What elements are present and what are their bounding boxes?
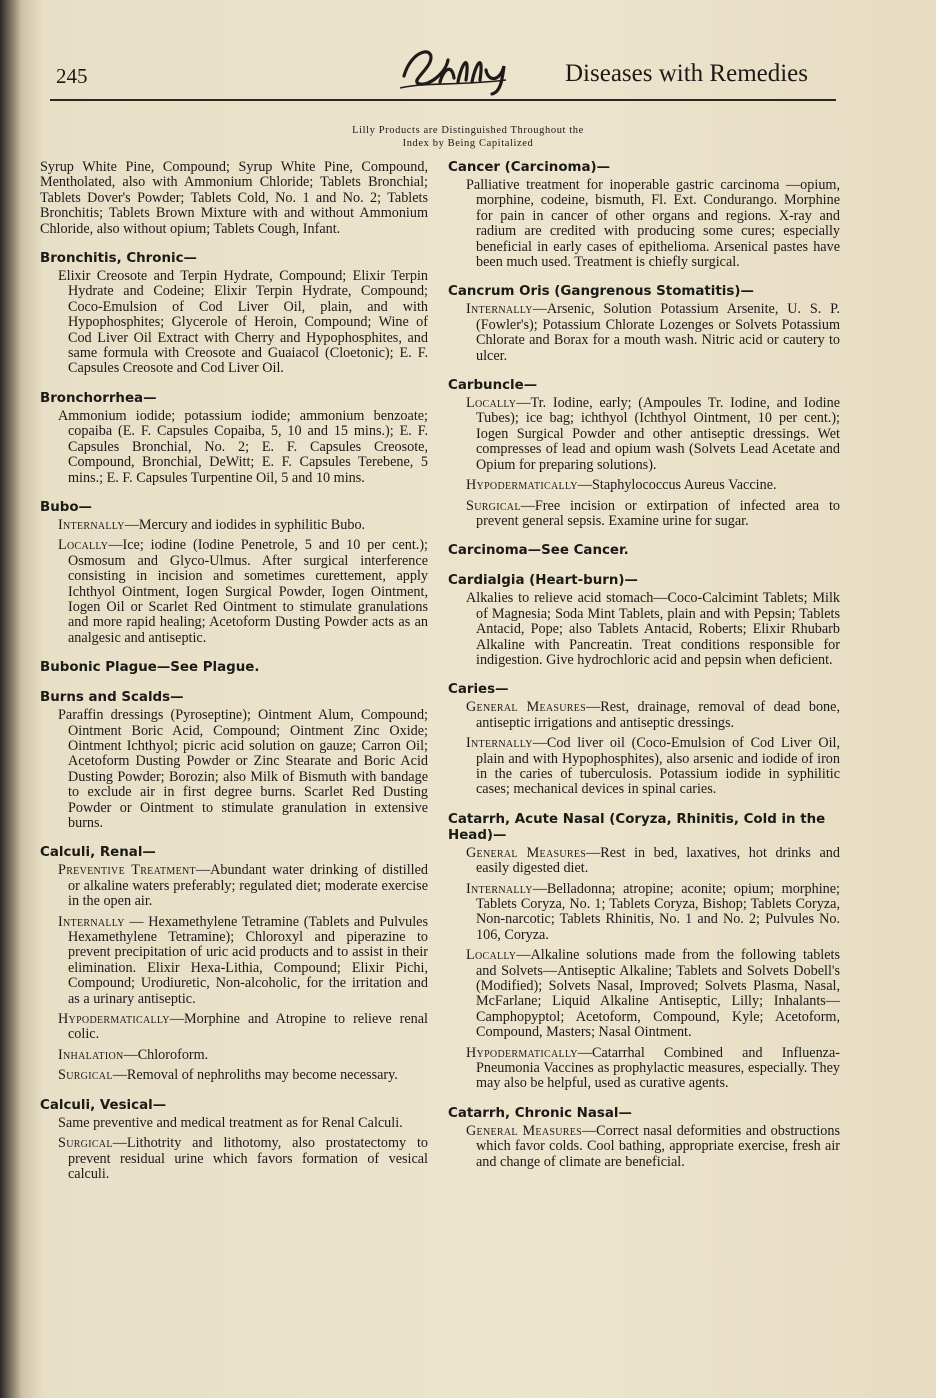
entry-paragraph <box>466 700 840 731</box>
entry-paragraph <box>58 1012 428 1043</box>
index-entry <box>448 284 840 364</box>
paragraph-text: —Correct nasal deformities and obstructions which favor colds. Cool bathing, appropriate exercise, fresh air and change of climate are beneficial. <box>476 1122 840 1170</box>
entry-heading: Calculi, Renal— <box>40 845 156 861</box>
entry-heading: Bronchitis, Chronic— <box>40 251 197 267</box>
entry-paragraph <box>58 863 428 909</box>
treatment-label: Surgical <box>466 497 521 514</box>
paragraph-text: —Mercury and iodides in syphilitic Bubo. <box>124 516 366 533</box>
index-entry <box>40 660 428 676</box>
treatment-label: Inhalation <box>58 1046 124 1063</box>
entry-paragraph <box>466 499 840 530</box>
entry-paragraph <box>466 178 840 270</box>
paragraph-text: —Staphylococcus Aureus Vaccine. <box>577 477 777 494</box>
entry-heading: Carbuncle— <box>448 378 538 394</box>
paragraph-text: —Belladonna; atropine; aconite; opium; morphine; Tablets Coryza, No. 1; Tablets Coryza, Bishop; Tablets Coryza, Non-narcotic; Tablets Rhinitis, No. 1 and No. 2; Pulvules No. 106, Coryza. <box>476 880 840 943</box>
paragraph-text: —Abundant water drinking of distilled or alkaline waters preferably; regulated diet; moderate exercise in the open air. <box>68 862 428 910</box>
entry-heading: Cancrum Oris (Gangrenous Stomatitis)— <box>448 284 754 300</box>
paragraph-text: —Rest in bed, laxatives, hot drinks and easily digested diet. <box>476 844 840 877</box>
paragraph-text: Alkalies to relieve acid stomach—Coco-Calcimint Tablets; Milk of Magnesia; Soda Mint Tablets, plain and with Pepsin; Tablets Antacid, Pope; also Tablets Antacid, Roberts; Elixir Rhubarb Alkaline with Pancreatin. Treat conditions responsible for indigestion. Give hydrochloric acid and pepsin when deficient. <box>466 590 840 668</box>
entry-heading: Caries— <box>448 682 509 698</box>
paragraph-text: —Chloroform. <box>123 1046 209 1063</box>
paragraph-text: Elixir Creosote and Terpin Hydrate, Compound; Elixir Terpin Hydrate and Codeine; Elixir Terpin Hydrate, Compound; Coco-Emulsion of Cod Liver Oil, plain, and with Hypophosphites; Glycerole of Heroin, Compound; Wine of Cod Liver Oil Extract with Cherry and Hypophosphites, and same formula with Creosote and Guaiacol (Cloetonic); E. F. Capsules Creosote and Cod Liver Oil. <box>58 268 428 377</box>
notice-line-2: Index by Being Capitalized <box>402 138 534 149</box>
entry-paragraph <box>40 160 428 237</box>
paragraph-text: — Hexamethylene Tetramine (Tablets and Pulvules Hexamethylene Tetramine); Chloroxyl and piperazine to prevent precipitation of uric acid products and to assist in their elimination. Elixir Hexa-Lithia, Compound; Elixir Pichi, Compound; Urodiuretic, Non-alcoholic, for the irritation and as a urinary antiseptic. <box>68 913 428 1007</box>
index-entry <box>448 378 840 529</box>
paragraph-text: —Rest, drainage, removal of dead bone, antiseptic irrigations and antiseptic dressings. <box>476 699 840 731</box>
paragraph-text: —Lithotrity and lithotomy, also prostatectomy to prevent residual urine which favors formation of vesical calculi. <box>68 1135 428 1182</box>
entry-paragraph <box>466 1046 840 1092</box>
paragraph-text: —Cod liver oil (Coco-Emulsion of Cod Liver Oil, plain and with Hypophosphites), also arsenic and iodide of iron in the caries of tuberculosis. Potassium iodide in syphilitic cases; mechanical devices in spinal caries. <box>476 735 840 798</box>
treatment-label: Internally <box>466 735 533 752</box>
entry-heading: Cancer (Carcinoma)— <box>448 160 611 175</box>
index-entry <box>448 573 840 668</box>
entry-heading: Calculi, Vesical— <box>40 1097 167 1113</box>
index-entry <box>448 1106 840 1170</box>
entry-paragraph <box>466 478 840 493</box>
index-entry <box>448 543 840 559</box>
index-entry <box>448 682 840 797</box>
index-entry <box>40 251 428 377</box>
entry-paragraph <box>466 1124 840 1170</box>
treatment-label: General Measures <box>466 699 587 716</box>
entry-paragraph <box>58 1068 428 1083</box>
index-entry <box>40 500 428 646</box>
entry-paragraph <box>58 1116 428 1131</box>
paragraph-text: Ammonium iodide; potassium iodide; ammonium benzoate; copaiba (E. F. Capsules Copaiba, 5, 10 and 15 mins.); E. F. Capsules Bronchial, No. 2; E. F. Capsules Creosote, Compound, Bronchial, DeWitt; E. F. Capsules Terebene, 5 mins.; E. F. Capsules Turpentine Oil, 5 and 10 mins. <box>58 407 428 486</box>
paragraph-text: Paraffin dressings (Pyroseptine); Ointment Alum, Compound; Ointment Boric Acid, Compound; Ointment Zinc Oxide; Ointment Ichthyol; picric acid solution on gauze; Carron Oil; Acetoform Dusting Powder or Zinc Stearate and Boric Acid Dusting Powder; Borozin; also Milk of Bismuth with bandage to exclude air in first degree burns. Scarlet Red Dusting Powder or Ointment to stimulate granulation in extensive burns. <box>58 707 428 831</box>
paragraph-text: —Morphine and Atropine to relieve renal colic. <box>68 1011 428 1043</box>
right-column <box>448 160 840 1184</box>
entry-heading: Bubo— <box>40 499 92 515</box>
entry-paragraph <box>466 882 840 944</box>
lilly-logo <box>396 42 514 96</box>
entry-paragraph <box>466 396 840 473</box>
treatment-label: Internally <box>466 880 533 897</box>
entry-heading: Bronchorrhea— <box>40 390 157 406</box>
index-entry <box>40 690 428 831</box>
entry-paragraph <box>58 1136 428 1182</box>
treatment-label: Hypodermatically <box>58 1011 170 1028</box>
header-rule <box>50 99 836 101</box>
entry-paragraph <box>466 736 840 798</box>
treatment-label: Internally <box>466 301 533 318</box>
running-title: Diseases with Remedies <box>565 60 809 87</box>
entry-paragraph <box>58 269 428 377</box>
paragraph-text: —Ice; iodine (Iodine Penetrole, 5 and 10 per cent.); Osmosum and Glyco-Ulmus. After surgical interference consisting in incision and sometimes curettement, apply Ichthyol Ointment, Iogen Surgical Powder, Iogen Ointment, Iogen Oil or Scarlet Red Ointment to stimulate granulations and more rapid healing; Acetoform Dusting Powder acts as an analgesic and antiseptic. <box>68 537 428 646</box>
index-entry <box>40 1098 428 1183</box>
treatment-label: General Measures <box>466 844 587 861</box>
index-entry <box>40 845 428 1083</box>
capitalization-notice <box>150 124 786 150</box>
paragraph-text: —Tr. Iodine, early; (Ampoules Tr. Iodine, and Iodine Tubes); ice bag; ichthyol (Ichthyol Ointment, 10 per cent.); Iogen Surgical Powder and other antiseptic dressings. Wet compresses of lead and opium wash (Solvets Lead Acetate and Opium for preparing solutions). <box>476 395 840 473</box>
entry-paragraph <box>58 518 428 533</box>
entry-paragraph <box>58 409 428 486</box>
paragraph-text: —Free incision or extirpation of infected area to prevent general sepsis. Examine urine for sugar. <box>476 497 840 529</box>
entry-paragraph <box>58 915 428 1007</box>
paragraph-text: Palliative treatment for inoperable gastric carcinoma —opium, morphine, codeine, bismuth, Fl. Ext. Condurango. Morphine for pain in cancer of other organs and regions. X-ray and radium are credited with producing some cures; especially beneficial in early cases of epithelioma. Arsenical pastes have been much used. Treatment is chiefly surgical. <box>466 177 840 271</box>
entry-paragraph <box>58 538 428 646</box>
treatment-label: Hypodermatically <box>466 477 578 494</box>
entry-heading: Catarrh, Chronic Nasal— <box>448 1105 632 1121</box>
treatment-label: Locally <box>58 537 109 554</box>
left-column <box>40 160 428 1196</box>
treatment-label: Locally <box>466 395 517 412</box>
treatment-label: Surgical <box>58 1067 113 1084</box>
treatment-label: General Measures <box>466 1122 582 1139</box>
paragraph-text: —Removal of nephroliths may become necessary. <box>112 1067 398 1084</box>
entry-paragraph <box>466 948 840 1040</box>
paragraph-text: Same preventive and medical treatment as for Renal Calculi. <box>58 1114 403 1131</box>
entry-paragraph <box>466 846 840 877</box>
notice-line-1: Lilly Products are Distinguished Throughout the <box>352 125 584 136</box>
treatment-label: Internally <box>58 913 125 930</box>
entry-paragraph <box>466 302 840 364</box>
page-number: 245 <box>56 64 88 88</box>
paragraph-text: —Alkaline solutions made from the following tablets and Solvets—Antiseptic Alkaline; Tablets and Solvets Dobell's (Modified); Solvets Nasal, Improved; Solvets Plasma, Nasal, McFarlane; Liquid Alkaline Antiseptic, Lilly; Inhalants—Camphopyptol; Acetoform, Compound, Kyle; Acetoform, Compound, Masters; Nasal Ointment. <box>476 947 840 1041</box>
entry-heading: Catarrh, Acute Nasal (Coryza, Rhinitis, Cold in the Head)— <box>448 811 826 843</box>
treatment-label: Locally <box>466 947 517 964</box>
entry-paragraph <box>58 1048 428 1063</box>
entry-heading: Burns and Scalds— <box>40 690 184 706</box>
entry-paragraph <box>466 591 840 668</box>
index-entry <box>448 160 840 270</box>
entry-heading: Bubonic Plague—See Plague. <box>40 660 260 676</box>
paragraph-text: Syrup White Pine, Compound; Syrup White Pine, Compound, Mentholated, also with Ammonium Chloride; Tablets Bronchial; Tablets Dover's Powder; Tablets Cold, No. 1 and No. 2; Tablets Bronchitis; Tablets Brown Mixture with and without Ammonium Chloride, also without opium; Tablets Cough, Infant. <box>40 159 428 237</box>
entry-heading: Cardialgia (Heart-burn)— <box>448 573 638 589</box>
treatment-label: Internally <box>58 516 125 533</box>
index-entry <box>448 812 840 1092</box>
treatment-label: Surgical <box>58 1135 113 1152</box>
index-entry <box>40 391 428 486</box>
treatment-label: Hypodermatically <box>466 1044 578 1061</box>
index-entry <box>40 160 428 237</box>
entry-heading: Carcinoma—See Cancer. <box>448 543 629 559</box>
treatment-label: Preventive Treatment <box>58 862 196 879</box>
entry-paragraph <box>58 708 428 831</box>
paragraph-text: —Catarrhal Combined and Influenza-Pneumonia Vaccines as prophylactic measures, especially. They may also be helpful, used as curative agents. <box>476 1044 840 1092</box>
paragraph-text: —Arsenic, Solution Potassium Arsenite, U. S. P. (Fowler's); Potassium Chlorate Lozenges or Solvets Potassium Chlorate and Borax for a mouth wash. Nitric acid or cautery to ulcer. <box>476 301 840 364</box>
